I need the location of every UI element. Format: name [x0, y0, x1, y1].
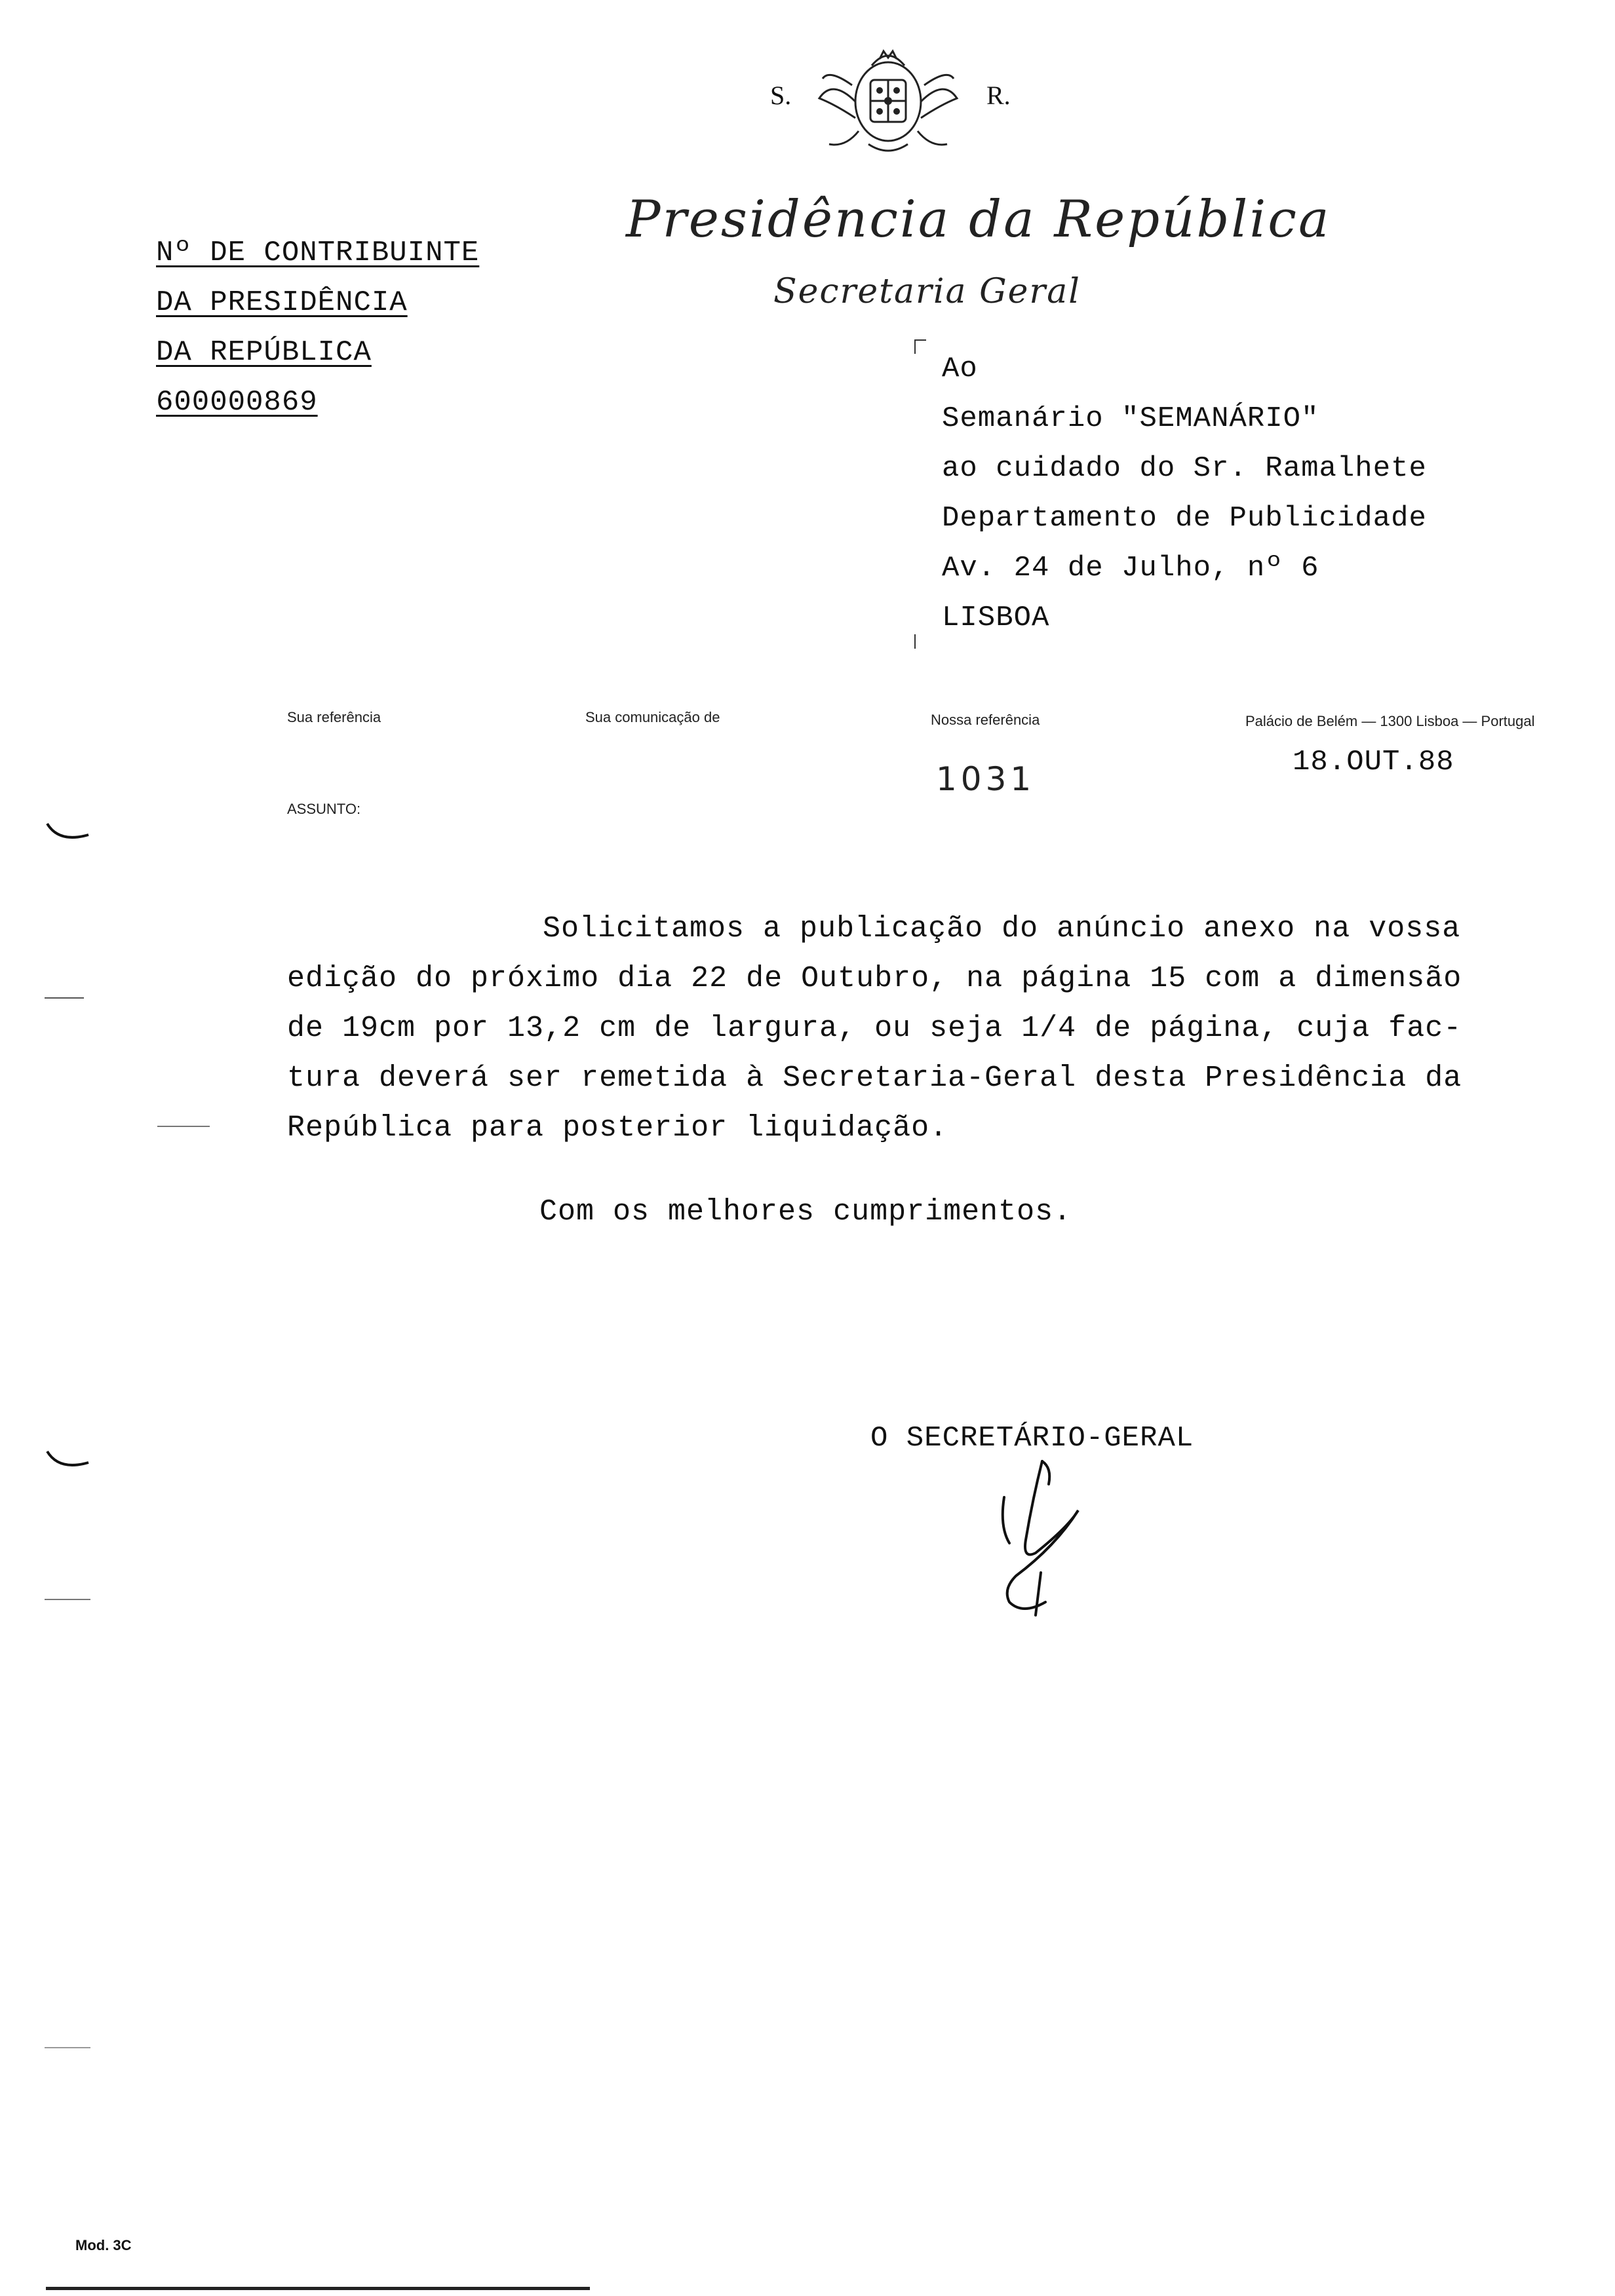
margin-mark: [45, 997, 84, 999]
department-name: Secretaria Geral: [773, 272, 1081, 311]
recipient-line: Departamento de Publicidade: [942, 502, 1427, 535]
letterhead-initial-right: R.: [986, 81, 1011, 110]
taxpayer-number: 600000869: [156, 386, 318, 419]
taxpayer-line: Nº DE CONTRIBUINTE: [156, 237, 480, 269]
our-reference-label: Nossa referência: [931, 712, 1040, 728]
form-code: Mod. 3C: [75, 2237, 132, 2253]
recipient-line: LISBOA: [942, 602, 1050, 634]
subject-label: ASSUNTO:: [287, 801, 361, 817]
our-reference-value: 1031: [936, 760, 1036, 798]
body-line: República para posterior liquidação.: [287, 1111, 948, 1145]
letter-date: 18.OUT.88: [1293, 746, 1454, 778]
window-corner-mark: [914, 339, 916, 354]
margin-mark: [157, 1126, 210, 1127]
coat-of-arms-icon: [806, 39, 970, 157]
margin-mark: [45, 1599, 90, 1600]
body-line: de 19cm por 13,2 cm de largura, ou seja 1/4 de página, cuja fac-: [287, 1012, 1462, 1045]
your-communication-label: Sua comunicação de: [585, 709, 720, 725]
body-line: tura deverá ser remetida à Secretaria-Geral desta Presidência da: [287, 1062, 1462, 1095]
address-label: Palácio de Belém — 1300 Lisboa — Portugal: [1245, 713, 1535, 729]
window-corner-mark: [914, 339, 926, 341]
closing-line: Com os melhores cumprimentos.: [539, 1195, 1072, 1229]
fold-mark-icon: [46, 1448, 92, 1478]
window-corner-mark: [914, 634, 916, 649]
taxpayer-line: DA REPÚBLICA: [156, 336, 372, 369]
handwritten-signature: [963, 1448, 1108, 1625]
taxpayer-line: DA PRESIDÊNCIA: [156, 286, 408, 319]
margin-mark: [45, 2047, 90, 2048]
recipient-line: ao cuidado do Sr. Ramalhete: [942, 452, 1427, 485]
signatory-title: O SECRETÁRIO-GERAL: [870, 1422, 1194, 1455]
body-line: Solicitamos a publicação do anúncio anexo na vossa: [543, 912, 1461, 946]
your-reference-label: Sua referência: [287, 709, 381, 725]
institution-name: Presidência da República: [626, 190, 1331, 249]
body-line: edição do próximo dia 22 de Outubro, na página 15 com a dimensão: [287, 962, 1462, 995]
bottom-edge-line: [46, 2287, 590, 2290]
recipient-line: Ao: [942, 353, 978, 385]
recipient-line: Av. 24 de Julho, nº 6: [942, 552, 1319, 584]
fold-mark-icon: [46, 820, 92, 850]
letterhead-initial-left: S.: [770, 81, 792, 110]
recipient-line: Semanário "SEMANÁRIO": [942, 402, 1319, 435]
